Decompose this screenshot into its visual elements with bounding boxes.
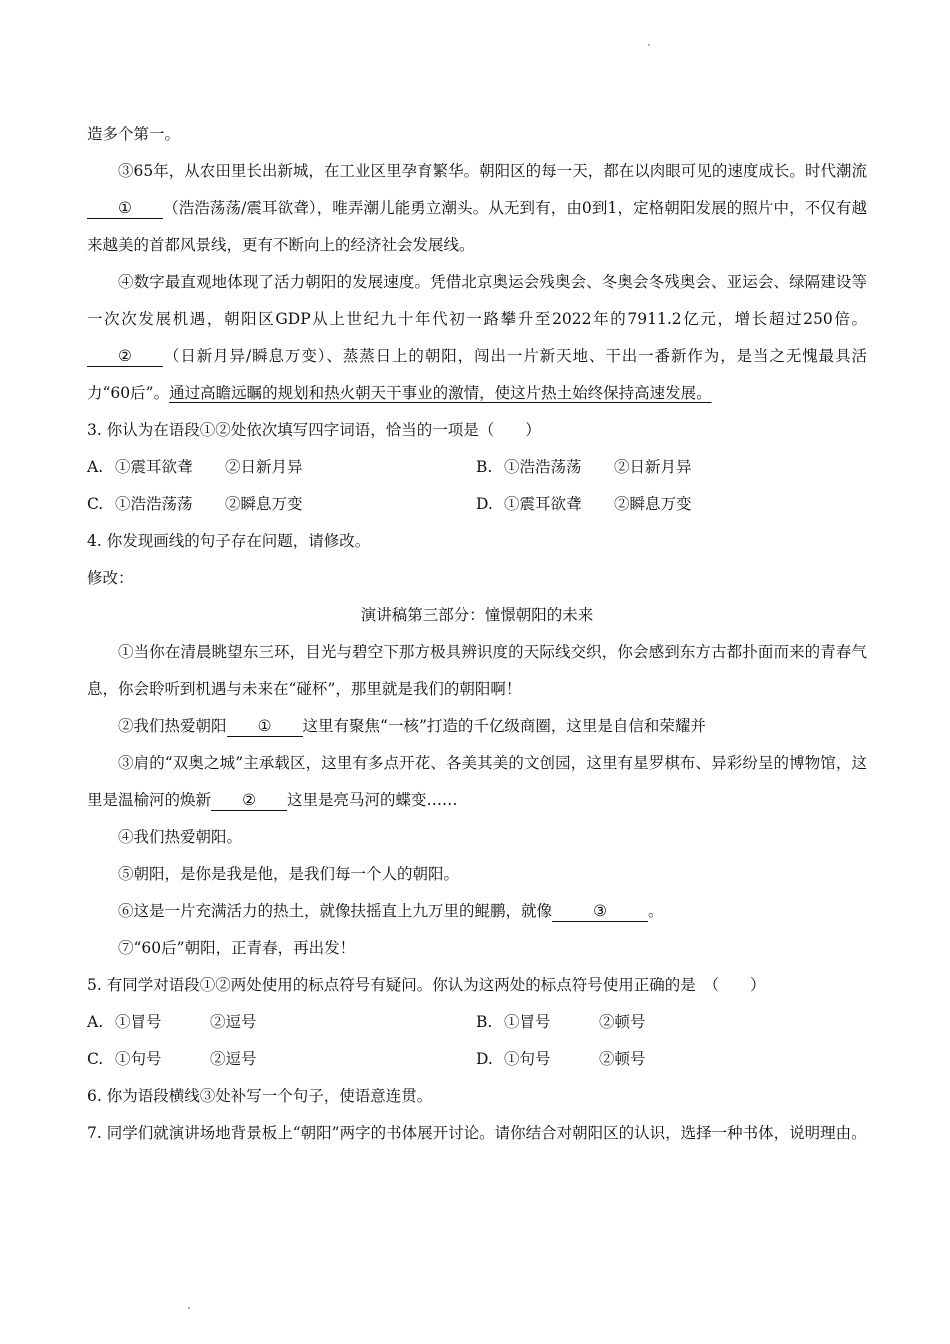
speech-sentence-4: ④我们热爱朝阳。 <box>118 828 243 846</box>
option-d[interactable]: D. ①句号 ②顿号 <box>476 1050 646 1068</box>
question-3-options-row-1 <box>87 449 867 486</box>
fill-blank-2[interactable]: ② <box>87 346 163 367</box>
option-b[interactable]: B. ①冒号 ②顿号 <box>476 1013 646 1031</box>
question-5-options-row-2 <box>87 1041 867 1078</box>
question-5-options-row-1 <box>87 1004 867 1041</box>
speech-sentence-1: ①当你在清晨眺望东三环，目光与碧空下那方极具辨识度的天际线交织，你会感到东方古都扑面而来的青春气息，你会聆听到机遇与未来在“碰杯”，那里就是我们的朝阳啊！ <box>87 643 867 698</box>
speech-sentence-5: ⑤朝阳，是你是我是他，是我们每一个人的朝阳。 <box>118 865 460 883</box>
paragraph-1-tail: 造多个第一。 <box>87 125 181 143</box>
speech-sentence-7: ⑦“60后”朝阳，正青春，再出发！ <box>118 939 356 957</box>
speech-sentence-3: ③肩的“双奥之城”主承载区，这里有多点开花、各美其美的文创园，这里有星罗棋布、异彩纷呈的博物馆，这里是温榆河的焕新 ② 这里是亮马河的蝶变…… <box>87 754 867 809</box>
question-3-options-row-2 <box>87 486 867 523</box>
paragraph-4: ④数字最直观地体现了活力朝阳的发展速度。凭借北京奥运会残奥会、冬奥会冬残奥会、亚运会、绿隔建设等一次次发展机遇，朝阳区GDP从上世纪九十年代初一路攀升至2022年的7911.2亿元，增长超过250倍。② （日新月异/瞬息万变）、蒸蒸日上的朝阳，闯出一片新天地、干出一番新作为，是当之无愧最具活力“60后”。通过高瞻远瞩的规划和热火朝天干事业的激情，使这片热土始终保持高速发展。 <box>87 273 867 402</box>
scan-dot-top <box>648 44 650 46</box>
option-c[interactable]: C. ①句号 ②逗号 <box>87 1050 257 1068</box>
option-a[interactable]: A. ①冒号 ②逗号 <box>87 1013 257 1031</box>
option-b[interactable]: B. ①浩浩荡荡 ②日新月异 <box>476 458 692 476</box>
option-d[interactable]: D. ①震耳欲聋 ②瞬息万变 <box>476 495 692 513</box>
scan-dot-bottom <box>188 1307 190 1309</box>
speech-sentence-2: ②我们热爱朝阳 ① 这里有聚焦“一核”打造的千亿级商圈，这里是自信和荣耀并 <box>118 717 706 735</box>
question-4-stem: 4. 你发现画线的句子存在问题，请修改。 <box>87 532 371 550</box>
paragraph-3: ③65年，从农田里长出新城，在工业区里孕育繁华。朝阳区的每一天，都在以肉眼可见的速度成长。时代潮流① （浩浩荡荡/震耳欲聋），唯弄潮儿能勇立潮头。从无到有，由0到1，定格朝阳发展的照片中，不仅有越来越美的首都风景线，更有不断向上的经济社会发展线。 <box>87 162 867 254</box>
section-title: 演讲稿第三部分：憧憬朝阳的未来 <box>360 606 594 624</box>
question-4-answer-label[interactable]: 修改： <box>87 569 134 587</box>
option-a[interactable]: A. ①震耳欲聋 ②日新月异 <box>87 458 303 476</box>
document-page <box>87 116 867 1152</box>
speech-blank-2[interactable]: ② <box>211 790 287 811</box>
underlined-sentence: 通过高瞻远瞩的规划和热火朝天干事业的激情，使这片热土始终保持高速发展。 <box>169 384 712 402</box>
question-3-stem: 3. 你认为在语段①②处依次填写四字词语，恰当的一项是（ ） <box>87 421 541 439</box>
speech-blank-1[interactable]: ① <box>227 716 303 737</box>
speech-blank-3[interactable]: ③ <box>552 901 648 922</box>
question-5-stem: 5. 有同学对语段①②两处使用的标点符号有疑问。你认为这两处的标点符号使用正确的是 （ ） <box>87 976 766 994</box>
question-7-stem: 7. 同学们就演讲场地背景板上“朝阳”两字的书体展开讨论。请你结合对朝阳区的认识，选择一种书体，说明理由。 <box>87 1124 867 1142</box>
question-6-stem: 6. 你为语段横线③处补写一个句子，使语意连贯。 <box>87 1087 433 1105</box>
speech-sentence-6: ⑥这是一片充满活力的热土，就像扶摇直上九万里的鲲鹏，就像 ③ 。 <box>118 902 664 920</box>
option-c[interactable]: C. ①浩浩荡荡 ②瞬息万变 <box>87 495 303 513</box>
fill-blank-1[interactable]: ① <box>87 198 163 219</box>
